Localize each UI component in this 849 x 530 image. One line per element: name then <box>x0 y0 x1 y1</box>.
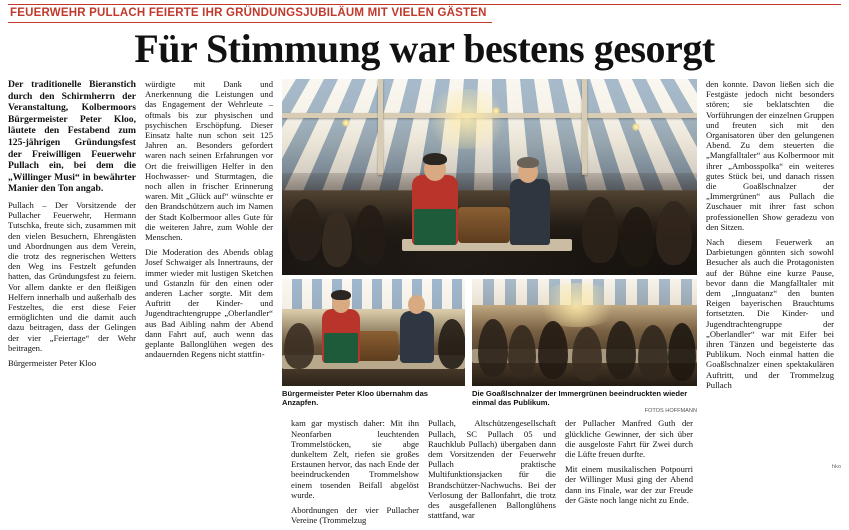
tent-light-glow <box>422 89 512 149</box>
text-column-3 <box>706 79 834 395</box>
paragraph: Bürgermeister Peter Kloo <box>8 357 97 368</box>
caption-cell-buergermeister <box>282 386 465 414</box>
lamp-icon <box>492 107 500 115</box>
lamp-icon <box>632 123 640 131</box>
man-dark-suit <box>400 311 434 363</box>
paragraph: der Pullacher Manfred Guth der glückliche Gewinner, der sich über die ausgeloste Fahrt für Zwei durch die Lüfte freuen durfte. <box>565 418 693 460</box>
tent-beam <box>378 79 383 175</box>
lamp-icon <box>342 119 350 127</box>
crowd-figure <box>284 323 314 369</box>
media-column <box>282 79 697 414</box>
article-body <box>8 79 841 414</box>
crowd-figure <box>438 319 465 369</box>
paragraph: Nach diesem Feuerwerk an Darbietungen gönnten sich sowohl Besucher als auch die Protagonisten auf der Bühne eine kurze Pause, bevor dann die Mangfalltaler mit dem „Innguatanz“ den bunten Reigen bayerischen Brauchtums fortsetzten. Die Kinder- und Jugendtrachtengruppe der „Oberlandler“ war mit Eifer bei ihren Tänzen und begeisterte das Publikum. Noch einmal hatten die Goaßlschnalzer einen spektakulären Auftritt, und der Trommelzug Pullach <box>706 237 834 390</box>
photo-buergermeister <box>282 279 465 386</box>
photo-credit: FOTOS HOFFMANN <box>644 408 697 415</box>
tent-beam <box>582 79 587 175</box>
kicker-text: FEUERWEHR PULLACH FEIERTE IHR GRÜNDUNGSJUBILÄUM MIT VIELEN GÄSTEN <box>10 7 487 19</box>
stage-light-glow <box>532 283 622 327</box>
paragraph: Pullach, Altschützengesellschaft Pullach, SC Pullach 05 und Rauchklub Pullach) übergaben dann dem Vorsitzenden der Feuerwehr Pullach praktische Multifunktionsjacken für die Brandschützer-Nachwuchs. Bei der Verlosung der Ballonfahrt, die trotz des ausgefallenen Ballonglühens stattfand, war <box>428 418 556 521</box>
tent-stripes <box>282 279 465 309</box>
beer-barrel <box>354 331 398 361</box>
photo-bieranstich <box>282 79 697 275</box>
green-apron <box>414 209 456 245</box>
photo-caption: Bürgermeister Peter Kloo übernahm das Anzapfen. <box>282 389 429 408</box>
caption-cell-goasslschnalzer <box>472 386 697 414</box>
lower-column-1 <box>291 418 419 530</box>
paragraph: den konnte. Davon ließen sich die Festgäste jedoch nicht besonders stören; sie beklatschten die Vorführungen der einzelnen Gruppen und freuten sich mit den Organisatoren über den gelungenen Abend. Zu dem steuerten die „Mangfalltaler“ aus Kolbermoor mit ihrer „Ambosspolka“ ein weiteres gutes Stück bei, und danach rissen die Goaßlschnalzer der „Immergrünen“ aus Pullach die Zuschauer mit ihrer fast schon professionellen Show geradezu von den Sitzen. <box>706 79 834 232</box>
text-column-2 <box>145 79 273 364</box>
lead-paragraph: Der traditionelle Bieranstich durch den Schirmherrn der Veranstaltung, Kolbermoors Bürgermeister Peter Kloo, läutete den Festabend zum 125-jährigen Gründungsfest der Freiwilligen Feuerwehr Pullach ein, bei dem die „Willinger Musi“ in bewährter Manier den Ton angab. <box>8 79 136 195</box>
paragraph: würdigte mit Dank und Anerkennung die Leistungen und das Engagement der Wehrleute – oftmals bis zur physischen und psychischen Erschöpfung. Dieser Einsatz halte nun schon seit 125 Jahren an. Besonders gefordert waren nach seinen Erfahrungen vor Ort die freiwilligen Helfer in den Hochwasser- und Sturmtagen, die noch allen in frischer Erinnerung waren. Mit „Glück auf“ wünschte er den Brandschützern auch im Namen der Stadt Kolbermoor alles Gute für die weiteren Jahre, zum Wohle der Menschen. <box>145 79 273 243</box>
lower-columns <box>8 418 841 530</box>
man-hair <box>423 153 447 165</box>
man-hair <box>517 157 539 168</box>
photo-goasslschnalzer <box>472 279 697 386</box>
footer-mark: hko <box>831 464 841 470</box>
caption-row <box>282 386 697 414</box>
paragraph: Pullach – Der Vorsitzende der Pullacher Feuerwehr, Hermann Tutschka, freute sich, zusammen mit den vielen Besuchern, Ehrengästen und Abordnungen aus dem Verein, die trotz des regnerischen Wetters den Weg ins Festzelt gefunden hatten, das Gründungsfest zu feiern. Vor allem dankte er den fleißigen Helfern innerhalb und außerhalb des Festzeltes, die erst diese Feier ermöglichten und die damit auch dazu beitragen, dass der Gelingen der vier „Feiertage“ der Wehr beitragen. <box>8 199 136 353</box>
kicker-rule-bottom <box>8 22 492 23</box>
photo-caption: Die Goaßlschnalzer der Immergrünen beeindruckten wieder einmal das Publikum. <box>472 389 688 408</box>
man-head <box>408 295 425 314</box>
lower-column-3 <box>565 418 693 530</box>
paragraph: Abordnungen der vier Pullacher Vereine (Trommelzug <box>291 505 419 526</box>
kicker-rule-top <box>8 4 841 5</box>
beer-barrel <box>458 207 510 243</box>
page-title: Für Stimmung war bestens gesorgt <box>134 26 715 71</box>
man-dark-suit <box>510 179 550 245</box>
paragraph: kam gar mystisch daher: Mit ihn Neonfarben leuchtenden Trommelstöcken, sie abge dunkeltem Zelt, riefen sie großes Erstaunen hervor, das nach Ende der beeindruckenden Trommelshow einem tosenden Beifall abgelöst wurde. <box>291 418 419 500</box>
photo-row <box>282 279 697 386</box>
lower-column-2 <box>428 418 556 530</box>
paragraph: Die Moderation des Abends oblag Josef Schwaiger als Innertrauns, der immer wieder mit lustigen Sketchen und Gstanzln für den einen oder anderen Lacher sorgte. Mit dem Auftritt der Kinder- und Jugendtrachtengruppe „Oberlandler“ aus Bad Aibling nahm der Abend dann Fahrt auf, auch wenn das geplante Ballonglühen wegen des andauernden Regens nicht stattfin- <box>145 247 273 360</box>
paragraph: Mit einem musikalischen Potpourri der Willinger Musi ging der Abend dann ins Finale, war der zur Freude der Gäste noch lange nicht zu Ende. <box>565 464 693 505</box>
text-column-1 <box>8 79 136 373</box>
lower-spacer <box>8 418 282 530</box>
green-apron <box>324 333 358 363</box>
man-hair <box>331 290 351 300</box>
